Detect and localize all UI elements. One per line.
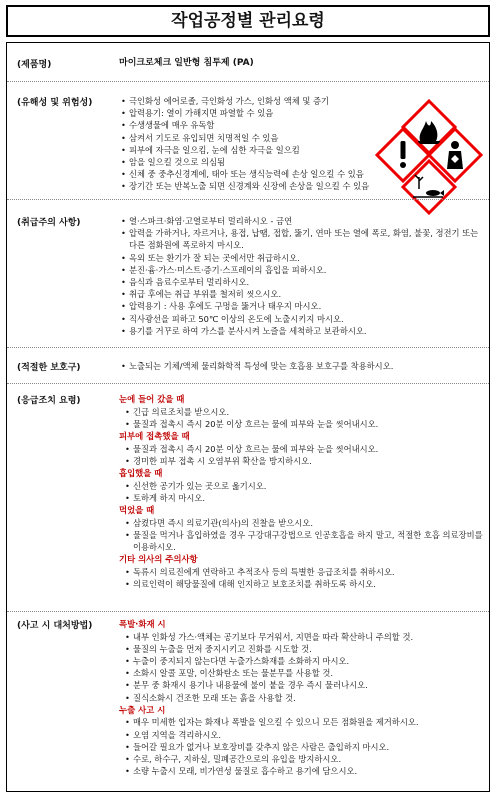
list-item: • 취급 후에는 취급 부위를 철저히 씻으시오. xyxy=(119,288,485,300)
subsection-list xyxy=(119,716,485,777)
hazards-label: (유해성 및 위험성) xyxy=(17,98,93,108)
list-item: • 장기간 또는 반복노출 되면 신경계와 신장에 손상을 일으킬 수 있음 xyxy=(119,180,485,192)
subsection-heading: 눈에 들어 갔을 때 xyxy=(119,394,185,404)
list-item: • 질식소화시 건조한 모래 또는 흙을 사용할 것. xyxy=(119,692,485,704)
list-item: • 옥외 또는 환기가 잘 되는 곳에서만 취급하시오. xyxy=(119,252,485,264)
subsection-heading: 흡입했을 때 xyxy=(119,468,163,478)
subsection-list xyxy=(119,406,485,430)
list-item: • 분진·흄·가스·미스트·증기·스프레이의 흡입을 피하시오. xyxy=(119,264,485,276)
list-item: • 노출되는 기체/액체 물리화학적 특성에 맞는 호흡용 보호구를 착용하시오. xyxy=(119,360,485,372)
list-item: • 독류시 의료진에게 연락하고 추적조사 등의 특별한 응급조치를 취하시오. xyxy=(119,566,485,578)
protection-content xyxy=(119,360,485,372)
list-item: • 소화시 알콜 포말, 이산화탄소 또는 물분무를 사용할 것. xyxy=(119,667,485,679)
content-frame xyxy=(6,42,490,792)
list-item: • 의료인력이 해당물질에 대해 인지하고 보호조치를 취하도록 하시오. xyxy=(119,578,485,590)
subsection-heading: 폭발·화재 시 xyxy=(119,619,166,629)
product-name: 마이크로체크 일반형 침투제 (PA) xyxy=(119,58,254,68)
list-item: • 토하게 하지 마시오. xyxy=(119,492,485,504)
divider xyxy=(7,81,489,82)
list-item: • 암을 일으킬 것으로 의심됨 xyxy=(119,156,485,168)
subsection-heading: 기타 의사의 주의사항 xyxy=(119,554,198,565)
list-item: • 삼켰다면 즉시 의료기관(의사)의 진찰을 받으시오. xyxy=(119,517,485,529)
list-item: • 물질을 먹거나 흡입하였을 경우 구강대구강법으로 인공호흡을 하지 말고, 적절한 호흡 의료장비를 이용하시오. xyxy=(119,529,485,553)
subsection-list xyxy=(119,566,485,590)
divider xyxy=(7,347,489,348)
list-item: • 누출이 중지되지 않는다면 누출가스화재를 소화하지 마시오. xyxy=(119,655,485,667)
list-item: • 압력용기 : 사용 후에도 구멍을 뚫거나 태우지 마시오. xyxy=(119,300,485,312)
list-item: • 압력용기: 열이 가해지면 파열할 수 있음 xyxy=(119,107,485,119)
list-item: • 삼켜서 기도로 유입되면 치명적일 수 있음 xyxy=(119,132,485,144)
list-item: • 피부에 자극을 일으킴, 눈에 심한 자극을 일으킴 xyxy=(119,144,485,156)
list-item: • 분무 중 화재시 용기나 내용물에 불이 붙을 경우 즉시 물러나시오. xyxy=(119,679,485,691)
subsection-heading: 먹었을 때 xyxy=(119,505,155,515)
subsection-list xyxy=(119,443,485,467)
list-item: • 신체 중 중추신경계에, 태아 또는 생식능력에 손상 일으킬 수 있음 xyxy=(119,168,485,180)
list-item: • 매우 미세한 입자는 화재나 폭발을 일으킬 수 있으니 모든 점화원을 제거하시오. xyxy=(119,716,485,728)
divider xyxy=(7,199,489,200)
list-item: • 물질의 누출을 먼저 중지시키고 진화를 시도할 것. xyxy=(119,643,485,655)
list-item: • 압력을 가하거나, 자르거나, 용접, 납땜, 접합, 뚫기, 연마 또는 열에 폭로, 화염, 불꽃, 정전기 또는 다른 점화원에 폭로하지 마시오. xyxy=(119,227,485,251)
precautions-content xyxy=(119,215,485,337)
first-aid-content xyxy=(119,393,485,590)
accident-label: (사고 시 대처방법) xyxy=(17,621,93,631)
list-item: • 경미한 피부 접촉 시 오염부위 확산을 방지하시오. xyxy=(119,455,485,467)
precautions-label: (취급주의 사항) xyxy=(17,218,81,228)
list-item: • 물질과 접촉시 즉시 20분 이상 흐르는 물에 피부와 눈을 씻어내시오. xyxy=(119,443,485,455)
list-item: • 극인화성 에어로졸, 극인화성 가스, 인화성 액체 및 증기 xyxy=(119,95,485,107)
precautions-list xyxy=(119,215,485,337)
list-item: • 용기를 거꾸로 하여 가스를 분사시켜 노즐을 세척하고 보관하시오. xyxy=(119,325,485,337)
subsection-heading: 누출 사고 시 xyxy=(119,704,166,715)
divider xyxy=(7,611,489,612)
list-item: • 열·스파크·화염·고열로부터 멀리하시오 - 금연 xyxy=(119,215,485,227)
list-item: • 수로, 하수구, 지하실, 밀폐공간으로의 유입을 방지하시오. xyxy=(119,753,485,765)
protection-list xyxy=(119,360,485,372)
subsection-list xyxy=(119,517,485,554)
list-item: • 소량 누출시 모래, 비가연성 물질로 흡수하고 용기에 담으시오. xyxy=(119,765,485,777)
list-item: • 긴급 의료조치를 받으시오. xyxy=(119,406,485,418)
list-item: • 신선한 공기가 있는 곳으로 옮기시오. xyxy=(119,480,485,492)
accident-content xyxy=(119,618,485,777)
protection-label: (적절한 보호구) xyxy=(17,363,81,373)
first-aid-label: (응급조치 요령) xyxy=(17,396,81,406)
subsection-heading: 피부에 접촉했을 때 xyxy=(119,431,190,441)
divider xyxy=(7,383,489,384)
list-item: • 내부 인화성 가스·액체는 공기보다 무거워서, 지면을 따라 확산하니 주의할 것. xyxy=(119,631,485,643)
subsection-list xyxy=(119,480,485,504)
list-item: • 들어갈 필요가 없거나 보호장비를 갖추지 않은 사람은 출입하지 마시오. xyxy=(119,741,485,753)
page-title: 작업공정별 관리요령 xyxy=(6,5,490,37)
list-item: • 물질과 접촉시 즉시 20분 이상 흐르는 물에 피부와 눈을 씻어내시오. xyxy=(119,418,485,430)
list-item: • 음식과 음료수로부터 멀리하시오. xyxy=(119,276,485,288)
product-label: (제품명) xyxy=(17,60,52,70)
list-item: • 오염 지역을 격리하시오. xyxy=(119,729,485,741)
list-item: • 수생생물에 매우 유독함 xyxy=(119,119,485,131)
list-item: • 직사광선을 피하고 50℃ 이상의 온도에 노출시키지 마시오. xyxy=(119,313,485,325)
subsection-list xyxy=(119,631,485,704)
